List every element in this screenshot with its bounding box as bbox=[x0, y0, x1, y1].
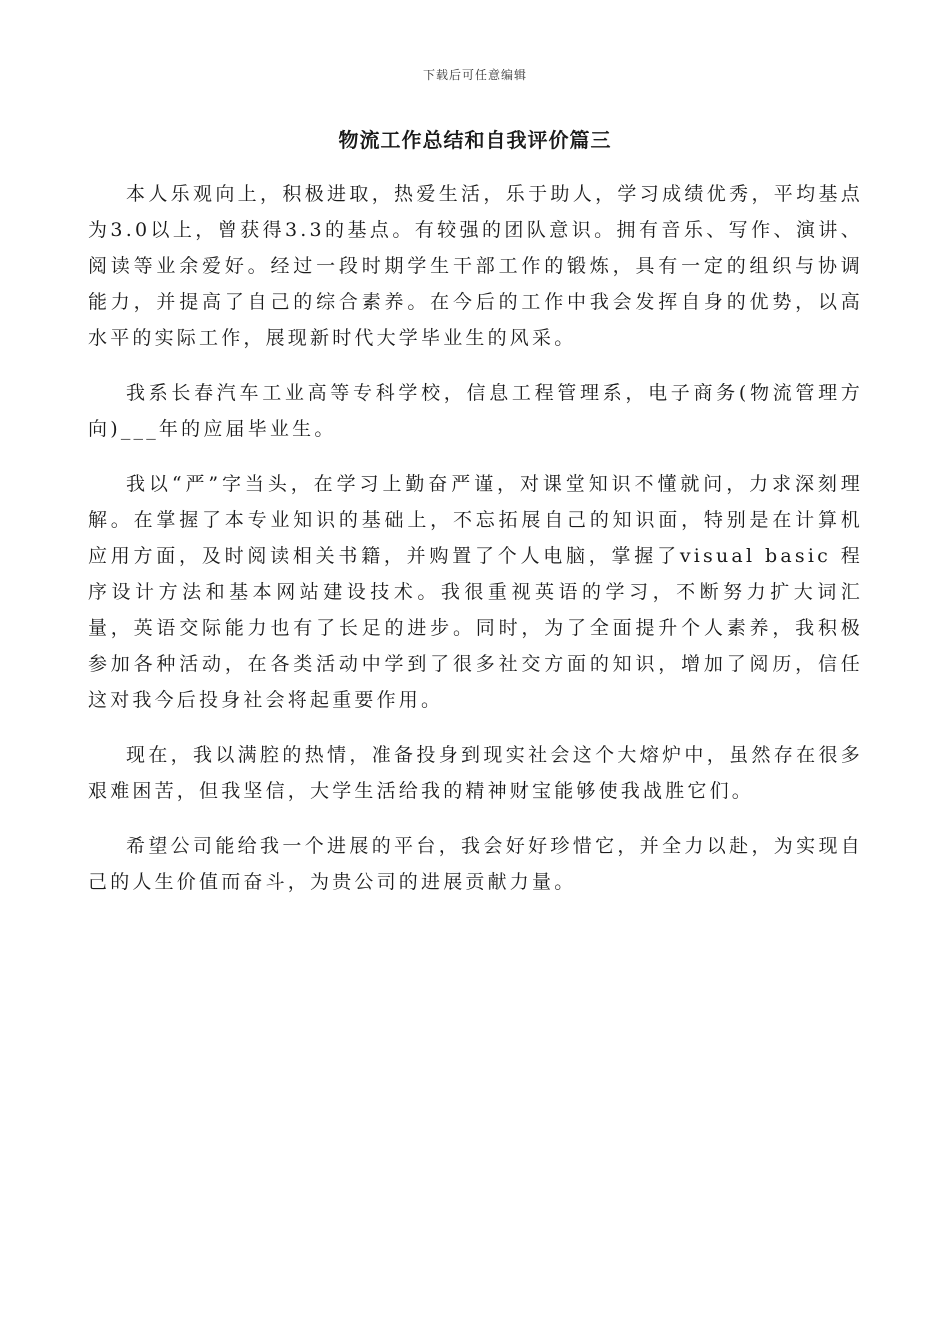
paragraph-school: 我系长春汽车工业高等专科学校，信息工程管理系，电子商务(物流管理方向)___年的应届毕业生。 bbox=[88, 382, 863, 440]
header-note: 下载后可任意编辑 bbox=[422, 68, 527, 82]
document-body bbox=[88, 176, 863, 919]
paragraph-hope: 希望公司能给我一个进展的平台，我会好好珍惜它，并全力以赴，为实现自己的人生价值而奋斗，为贵公司的进展贡献力量。 bbox=[88, 835, 863, 893]
document-title: 物流工作总结和自我评价篇三 bbox=[338, 128, 612, 152]
paragraph-study: 我以“严”字当头，在学习上勤奋严谨，对课堂知识不懂就问，力求深刻理解。在掌握了本专业知识的基础上，不忘拓展自己的知识面，特别是在计算机应用方面，及时阅读相关书籍，并购置了个人电脑，掌握了visual basic 程序设计方法和基本网站建设技术。我很重视英语的学习，不断努力扩大词汇量，英语交际能力也有了长足的进步。同时，为了全面提升个人素养，我积极参加各种活动，在各类活动中学到了很多社交方面的知识，增加了阅历，信任这对我今后投身社会将起重要作用。 bbox=[88, 473, 863, 711]
paragraph-self-intro: 本人乐观向上，积极进取，热爱生活，乐于助人，学习成绩优秀，平均基点为3.0以上，曾获得3.3的基点。有较强的团队意识。拥有音乐、写作、演讲、阅读等业余爱好。经过一段时期学生干部工作的锻炼，具有一定的组织与协调能力，并提高了自己的综合素养。在今后的工作中我会发挥自身的优势，以高水平的实际工作，展现新时代大学毕业生的风采。 bbox=[88, 183, 863, 349]
paragraph-future: 现在，我以满腔的热情，准备投身到现实社会这个大熔炉中，虽然存在很多艰难困苦，但我坚信，大学生活给我的精神财宝能够使我战胜它们。 bbox=[88, 744, 863, 802]
